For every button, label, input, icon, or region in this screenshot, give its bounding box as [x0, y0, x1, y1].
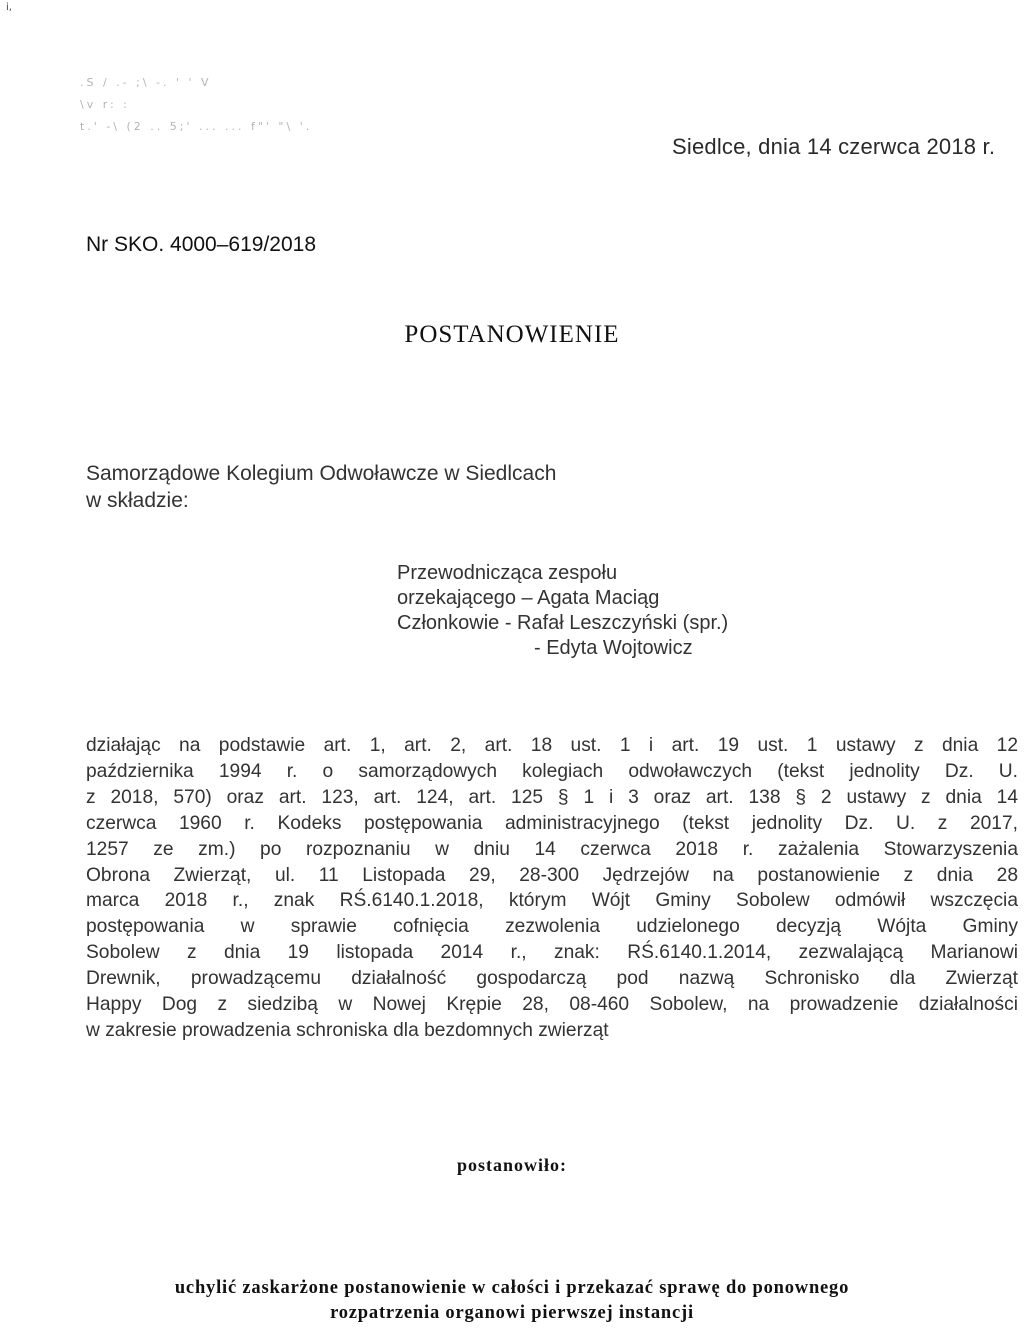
stamp-line: .S / .- ;\ -. ' ' V [80, 76, 212, 89]
ruling-line: uchylić zaskarżone postanowienie w całości i przekazać sprawę do ponownego [174, 1278, 850, 1298]
panel-chair-line: Przewodnicząca zespołu [397, 562, 618, 584]
stamp-line: \v r: : [80, 98, 130, 111]
case-number: Nr SKO. 4000–619/2018 [86, 233, 316, 256]
panel-chair-name: orzekającego – Agata Maciąg [397, 587, 660, 609]
stamp-line: t.' -\ (2 .. 5;' ... ... f"' "\ '. [80, 120, 313, 133]
college-name: Samorządowe Kolegium Odwoławcze w Siedlcach [86, 462, 557, 485]
legal-basis-paragraph [86, 733, 1018, 1044]
legal-basis-line: Drewnik, prowadzącemu działalność gospodarczą pod nazwą Schronisko dla Zwierząt [86, 968, 1018, 990]
legal-basis-line: działając na podstawie art. 1, art. 2, art. 18 ust. 1 i art. 19 ust. 1 ustawy z dnia 12 [86, 735, 1018, 756]
legal-basis-line: w zakresie prowadzenia schroniska dla bezdomnych zwierząt [86, 1019, 609, 1041]
ruling-line: rozpatrzenia organowi pierwszej instancji [330, 1303, 694, 1323]
panel-member-1: Członkowie - Rafał Leszczyński (spr.) [397, 612, 729, 634]
college-block [86, 460, 686, 514]
legal-basis-line: 1257 ze zm.) po rozpoznaniu w dniu 14 czerwca 2018 r. zażalenia Stowarzyszenia [86, 838, 1018, 860]
legal-basis-line: października 1994 r. o samorządowych kolegiach odwoławczych (tekst jednolity Dz. U. [86, 760, 1018, 782]
panel-member-2: - Edyta Wojtowicz [534, 637, 693, 659]
legal-basis-line: Happy Dog z siedzibą w Nowej Krępie 28, 08-460 Sobolew, na prowadzenie działalności [86, 994, 1018, 1016]
legal-basis-line: z 2018, 570) oraz art. 123, art. 124, art. 125 § 1 i 3 oraz art. 138 § 2 ustawy z dnia 14 [86, 786, 1018, 808]
legal-basis-line: Sobolew z dnia 19 listopada 2014 r., znak: RŚ.6140.1.2014, zezwalającą Marianowi [86, 942, 1018, 964]
legal-basis-line: postępowania w sprawie cofnięcia zezwolenia udzielonego decyzją Wójta Gminy [86, 916, 1018, 938]
panel-composition [397, 561, 877, 661]
corner-mark: i, [6, 2, 12, 13]
legal-basis-line: Obrona Zwierząt, ul. 11 Listopada 29, 28-300 Jędrzejów na postanowienie z dnia 28 [86, 864, 1018, 886]
legal-basis-line: czerwca 1960 r. Kodeks postępowania administracyjnego (tekst jednolity Dz. U. z 2017, [86, 812, 1018, 834]
decision-heading: postanowiło: [456, 1155, 567, 1175]
document-title: POSTANOWIENIE [404, 321, 620, 348]
college-composition-label: w składzie: [86, 489, 189, 512]
office-stamp [80, 72, 380, 182]
legal-basis-line: marca 2018 r., znak RŚ.6140.1.2018, którym Wójt Gminy Sobolew odmówił wszczęcia [86, 890, 1018, 912]
place-date: Siedlce, dnia 14 czerwca 2018 r. [672, 134, 996, 159]
ruling-text [0, 1276, 1024, 1326]
